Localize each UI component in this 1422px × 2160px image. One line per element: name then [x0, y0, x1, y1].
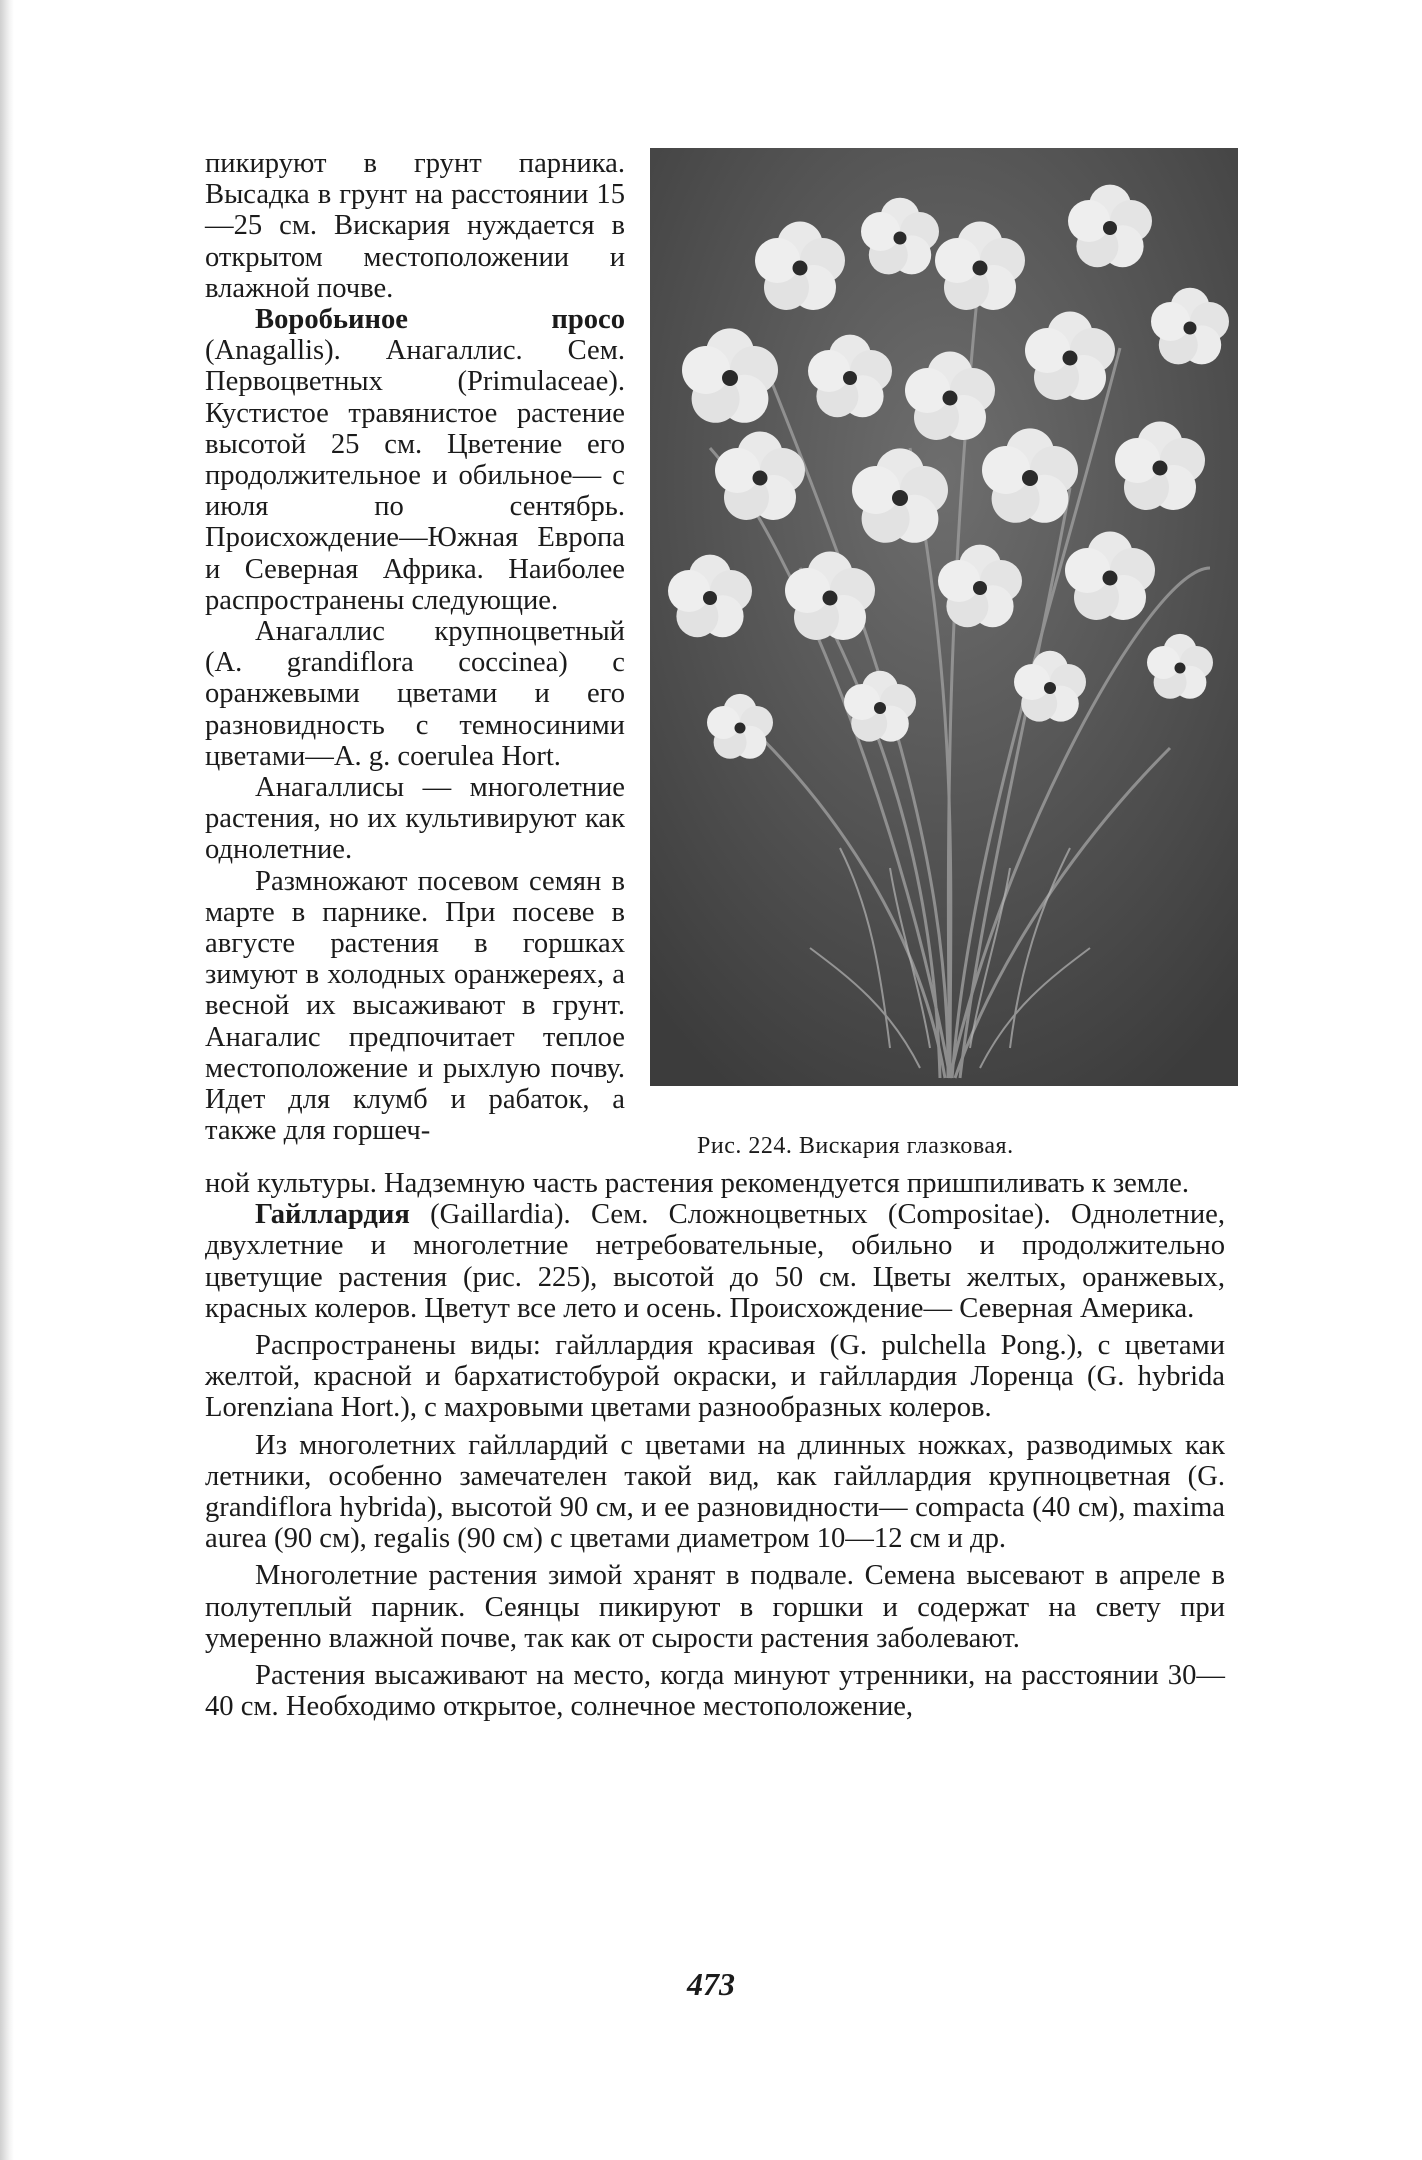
- flower-photo: [650, 148, 1238, 1086]
- paragraph: пикируют в грунт парника. Высадка в грунт на расстоянии 15—25 см. Вискария нуждается в открытом местоположении и влажной почве.: [205, 148, 625, 304]
- paragraph: Гайллардия (Gaillardia). Сем. Сложноцветных (Compositae). Однолетние, двухлетние и многолетние нетребовательные, обильно и продолжительно цветущие растения (рис. 225), высотой до 50 см. Цветы желтых, оранжевых, красных колеров. Цветут все лето и осень. Происхождение— Северная Америка.: [205, 1199, 1225, 1324]
- top-text-column: [205, 148, 625, 1147]
- scan-edge-shadow: [0, 0, 14, 2160]
- paragraph: Многолетние растения зимой хранят в подвале. Семена высевают в апреле в полутеплый парник. Сеянцы пикируют в горшки и содержат на свету при умеренно влажной почве, так как от сырости растения заболевают.: [205, 1560, 1225, 1654]
- paragraph: Воробьиное просо (Anagallis). Анагаллис. Сем. Первоцветных (Primulaceae). Кустистое травянистое растение высотой 25 см. Цветение его продолжительное и обильное— с июля по сентябрь. Происхождение—Южная Европа и Северная Африка. Наиболее распространены следующие.: [205, 304, 625, 616]
- photo-illustration: [650, 148, 1238, 1086]
- bottom-text-block: [205, 1168, 1225, 1722]
- paragraph: ной культуры. Надземную часть растения рекомендуется пришпиливать к земле.: [205, 1168, 1190, 1199]
- paragraph: Анагаллис крупноцветный (A. grandiflora coccinea) с оранжевыми цветами и его разновидность с темносиними цветами—A. g. coerulea Hort.: [205, 616, 625, 772]
- term-heading: Воробьиное просо: [255, 304, 625, 336]
- page-number: 473: [687, 1966, 735, 2002]
- term-heading: Гайллардия: [255, 1199, 410, 1231]
- paragraph: Из многолетних гайллардий с цветами на длинных ножках, разводимых как летники, особенно замечателен такой вид, как гайллардия крупноцветная (G. grandiflora hybrida), высотой 90 см, и ее разновидности— compacta (40 см), maxima aurea (90 см), regalis (90 см) с цветами диаметром 10—12 см и др.: [205, 1429, 1225, 1555]
- paragraph: Размножают посевом семян в марте в парнике. При посеве в августе растения в горшках зимуют в холодных оранжереях, а весной их высаживают в грунт. Анагалис предпочитает теплое местоположение и рыхлую почву. Идет для клумб и рабаток, а также для горшеч-: [205, 865, 625, 1147]
- paragraph: Распространены виды: гайллардия красивая (G. pulchella Pong.), с цветами желтой, красной и бархатистобурой окраски, и гайллардия Лоренца (G. hybrida Lorenziana Hort.), с махровыми цветами разнообразных колеров.: [205, 1330, 1225, 1424]
- paragraph: Растения высаживают на место, когда минуют утренники, на расстоянии 30—40 см. Необходимо открытое, солнечное местоположение,: [205, 1660, 1225, 1723]
- figure-caption: Рис. 224. Вискария глазковая.: [697, 1133, 1014, 1159]
- paragraph: Анагаллисы — многолетние растения, но их культивируют как однолетние.: [205, 772, 625, 866]
